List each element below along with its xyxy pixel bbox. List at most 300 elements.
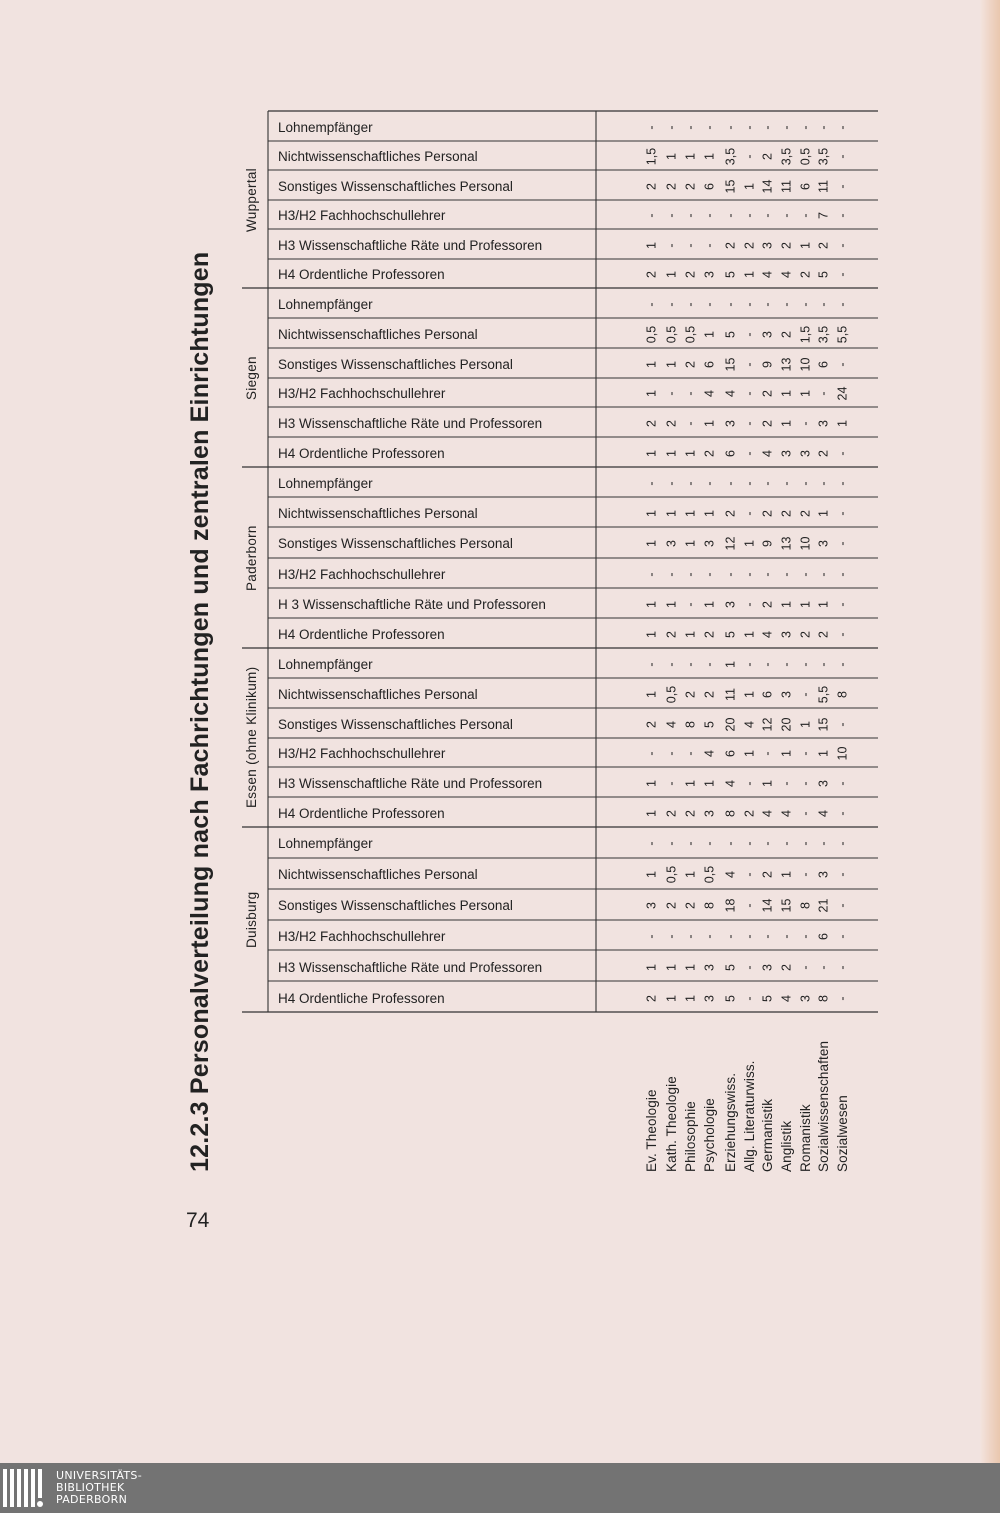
table-cell: 1 [742,631,757,638]
table-cell: - [742,662,757,667]
table-cell: - [779,481,794,486]
table-cell: 4 [779,810,794,817]
table-cell: 2 [779,242,794,249]
table-cell: 1 [779,750,794,757]
table-cell: - [723,481,738,486]
library-logo-bar [38,1469,42,1498]
table-cell: - [816,572,831,577]
table-cell: 4 [779,271,794,278]
library-logo-bar [3,1469,7,1507]
table-cell: 1 [798,601,813,608]
category-label: Lohnempfänger [278,476,373,491]
table-cell: - [760,841,775,846]
category-label: Nichtwissenschaftliches Personal [278,867,478,882]
category-label: Nichtwissenschaftliches Personal [278,687,478,702]
table-cell: - [723,302,738,307]
table-cell: 2 [702,691,717,698]
table-cell: 5,5 [816,685,831,704]
table-cell: - [835,662,850,667]
table-cell: 11 [723,688,738,701]
table-cell: - [742,872,757,877]
category-label: Lohnempfänger [278,836,373,851]
table-cell: - [723,213,738,218]
table-cell: 6 [816,933,831,940]
table-cell: 3 [664,540,679,547]
table-cell: 12 [723,536,738,551]
fachrichtung-label: Romanistik [798,1104,813,1172]
table-cell: 1 [644,780,659,787]
table-cell: 1 [779,601,794,608]
table-cell: - [683,602,698,607]
table-cell: 14 [760,179,775,194]
table-cell: - [723,934,738,939]
category-label: H3 Wissenschaftliche Räte und Professoren [278,238,543,253]
table-cell: 1 [702,601,717,608]
table-cell: 1 [644,871,659,878]
table-cell: 2 [664,420,679,427]
table-cell: - [742,965,757,970]
category-label: H3 Wissenschaftliche Räte und Professoren [278,776,543,791]
category-label: Nichtwissenschaftliches Personal [278,327,478,342]
table-cell: 2 [683,691,698,698]
table-cell: - [702,572,717,577]
table-cell: 3 [779,631,794,638]
table-cell: 3 [779,450,794,457]
table-cell: 3,5 [779,147,794,166]
table-cell: 20 [723,717,738,732]
table-cell: - [742,391,757,396]
table-cell: 10 [798,357,813,372]
table-cell: 1 [816,601,831,608]
table-cell: 5,5 [835,325,850,344]
table-cell: - [664,662,679,667]
table-cell: - [644,751,659,756]
table-cell: - [683,481,698,486]
table-cell: 1 [644,540,659,547]
table-cell: 4 [702,390,717,397]
table-cell: - [702,213,717,218]
table-cell: 3 [798,995,813,1002]
table-cell: - [702,243,717,248]
table-cell: - [742,451,757,456]
table-cell: - [742,362,757,367]
table-cell: - [798,662,813,667]
table-cell: - [835,572,850,577]
table-cell: - [816,481,831,486]
library-name-line: BIBLIOTHEK [56,1481,125,1494]
category-label: Lohnempfänger [278,297,373,312]
table-cell: - [723,572,738,577]
table-cell: 14 [760,898,775,913]
table-cell: 1 [779,390,794,397]
table-cell: 3 [723,420,738,427]
table-cell: 2 [644,183,659,190]
table-cell: 24 [835,386,850,401]
table-cell: 1 [723,661,738,668]
table-cell: - [816,391,831,396]
table-cell: 3 [644,902,659,909]
footer-bar [0,1463,1000,1513]
table-cell: - [779,213,794,218]
institution-label: Essen (ohne Klinikum) [244,666,259,808]
table-cell: 1 [664,964,679,971]
table-cell: 2 [683,271,698,278]
table-cell: 1 [664,153,679,160]
table-cell: - [835,541,850,546]
table-cell: 2 [779,331,794,338]
table-cell: - [835,184,850,189]
table-cell: - [664,934,679,939]
table-cell: - [683,841,698,846]
table-cell: 1 [644,390,659,397]
table-cell: - [835,362,850,367]
table-cell: 10 [798,536,813,551]
table-cell: 1 [798,721,813,728]
table-cell: - [798,841,813,846]
table-cell: 4 [664,721,679,728]
table-cell: - [742,421,757,426]
table-cell: 6 [723,750,738,757]
table-cell: 1 [664,601,679,608]
table-cell: - [683,421,698,426]
table-cell: - [779,781,794,786]
table-cell: 8 [835,691,850,698]
table-cell: 2 [644,721,659,728]
library-logo-bar [31,1469,35,1507]
table-cell: - [835,125,850,130]
library-logo-bar [24,1469,28,1507]
table-cell: - [742,996,757,1001]
table-cell: - [664,125,679,130]
table-cell: 1 [702,420,717,427]
table-cell: 10 [835,746,850,761]
table-cell: 4 [723,780,738,787]
table-cell: - [742,781,757,786]
library-name-line: UNIVERSITÄTS- [56,1469,142,1482]
table-cell: 1 [664,361,679,368]
table-cell: - [835,272,850,277]
table-cell: 2 [683,810,698,817]
table-cell: 0,5 [664,685,679,704]
fachrichtung-label: Philosophie [683,1101,698,1172]
table-cell: - [683,934,698,939]
table-cell: - [835,934,850,939]
category-label: H3/H2 Fachhochschullehrer [278,208,446,223]
fachrichtung-label: Ev. Theologie [644,1089,659,1172]
table-cell: 1 [683,964,698,971]
table-cell: 1 [664,450,679,457]
table-cell: - [760,662,775,667]
table-cell: 4 [816,810,831,817]
table-cell: 1 [683,995,698,1002]
table-cell: 5 [723,331,738,338]
category-label: H4 Ordentliche Professoren [278,446,445,461]
table-cell: 3 [816,871,831,878]
table-cell: 5 [723,964,738,971]
library-name-line: PADERBORN [56,1493,128,1506]
fachrichtung-label: Germanistik [760,1098,775,1172]
table-cell: - [742,213,757,218]
table-cell: 9 [760,361,775,368]
table-cell: - [779,934,794,939]
table-cell: 1 [835,420,850,427]
table-cell: 2 [664,631,679,638]
table-cell: 2 [760,153,775,160]
table-cell: 15 [779,898,794,913]
table-cell: - [835,511,850,516]
fachrichtung-label: Allg. Literaturwiss. [742,1060,757,1172]
table-cell: 2 [683,902,698,909]
table-cell: 3 [702,271,717,278]
table-cell: - [742,602,757,607]
table-cell: 4 [779,995,794,1002]
table-cell: - [835,481,850,486]
table-cell: 2 [760,601,775,608]
category-label: H3/H2 Fachhochschullehrer [278,929,446,944]
table-cell: - [779,572,794,577]
table-cell: 4 [723,390,738,397]
table-cell: - [798,213,813,218]
table-cell: 2 [664,902,679,909]
table-cell: 11 [816,180,831,193]
category-label: H4 Ordentliche Professoren [278,627,445,642]
table-cell: 2 [683,361,698,368]
table-cell: 2 [760,420,775,427]
table-cell: 3 [798,450,813,457]
table-cell: - [798,572,813,577]
table-cell: 2 [683,183,698,190]
table-cell: 1 [760,780,775,787]
table-cell: - [779,302,794,307]
table-cell: 2 [760,390,775,397]
table-cell: - [816,302,831,307]
table-cell: - [835,872,850,877]
table-cell: - [702,934,717,939]
institution-label: Siegen [244,356,259,400]
table-cell: - [798,872,813,877]
table-cell: 21 [816,898,831,913]
table-cell: 2 [816,450,831,457]
table-cell: 2 [816,631,831,638]
table-cell: - [835,903,850,908]
table-cell: - [664,302,679,307]
fachrichtung-label: Anglistik [779,1120,794,1172]
table-cell: 3 [816,780,831,787]
category-label: H4 Ordentliche Professoren [278,991,445,1006]
table-cell: - [683,213,698,218]
table-cell: 3 [760,331,775,338]
table-cell: 2 [816,242,831,249]
table-cell: - [683,125,698,130]
table-cell: 12 [760,717,775,732]
table-cell: - [760,572,775,577]
table-cell: 2 [644,420,659,427]
table-cell: 1,5 [798,325,813,344]
table-cell: - [779,841,794,846]
table-cell: 2 [644,271,659,278]
table-cell: 0,5 [798,147,813,166]
table-cell: - [742,154,757,159]
category-label: H3/H2 Fachhochschullehrer [278,386,446,401]
fachrichtung-label: Sozialwissenschaften [816,1040,831,1172]
table-cell: - [816,125,831,130]
table-cell: - [798,481,813,486]
table-cell: 2 [664,183,679,190]
table-cell: 6 [798,183,813,190]
table-cell: 4 [760,450,775,457]
table-cell: 6 [723,450,738,457]
table-cell: 1 [816,510,831,517]
table-cell: 1 [664,995,679,1002]
institution-label: Paderborn [244,525,259,591]
table-cell: 7 [816,212,831,219]
table-cell: 1 [683,153,698,160]
table-cell: 0,5 [664,865,679,884]
table-cell: 2 [779,964,794,971]
table-cell: 3,5 [816,147,831,166]
table-cell: - [683,302,698,307]
table-cell: 1 [816,750,831,757]
table-cell: - [664,243,679,248]
table-cell: 0,5 [702,865,717,884]
table-cell: - [816,965,831,970]
table-cell: 6 [816,361,831,368]
table-cell: 3,5 [723,147,738,166]
table-cell: - [683,751,698,756]
table-cell: 2 [798,510,813,517]
category-label: H3 Wissenschaftliche Räte und Professoren [278,416,543,431]
table-cell: 1 [742,540,757,547]
table-cell: - [742,511,757,516]
library-logo-bar [10,1469,14,1507]
category-label: Nichtwissenschaftliches Personal [278,506,478,521]
table-cell: 2 [798,631,813,638]
table-cell: - [835,154,850,159]
table-cell: - [816,662,831,667]
table-cell: - [835,451,850,456]
table-cell: 3 [760,242,775,249]
table-cell: - [798,811,813,816]
table-cell: 8 [683,721,698,728]
table-cell: 1 [664,510,679,517]
table-cell: 1 [779,420,794,427]
table-cell: - [798,934,813,939]
table-cell: 3 [816,540,831,547]
table-cell: 9 [760,540,775,547]
table-cell: 4 [742,721,757,728]
table-cell: 5 [723,995,738,1002]
table-cell: 3,5 [816,325,831,344]
table-cell: 0,5 [664,325,679,344]
table-cell: - [683,662,698,667]
table-cell: - [702,841,717,846]
table-cell: - [742,572,757,577]
table-cell: 1 [644,691,659,698]
table-cell: 4 [760,271,775,278]
category-label: Sonstiges Wissenschaftliches Personal [278,898,513,913]
table-cell: 1 [798,242,813,249]
table-cell: - [835,811,850,816]
category-label: Lohnempfänger [278,657,373,672]
table-cell: 13 [779,357,794,372]
category-label: Sonstiges Wissenschaftliches Personal [278,179,513,194]
table-cell: - [779,662,794,667]
table-cell: - [723,125,738,130]
table-cell: 6 [702,361,717,368]
table-cell: 2 [779,510,794,517]
table-cell: - [798,751,813,756]
table-cell: - [816,841,831,846]
table-cell: 1 [644,242,659,249]
table-cell: - [760,125,775,130]
table-cell: - [798,965,813,970]
table-cell: - [835,722,850,727]
page-number: 74 [186,1209,210,1232]
table-cell: 8 [702,902,717,909]
table-cell: 4 [760,810,775,817]
table-cell: 1 [683,871,698,878]
table-cell: - [742,125,757,130]
page-title: 12.2.3 Personalverteilung nach Fachrichtungen und zentralen Einrichtungen [186,251,214,1172]
table-cell: - [644,934,659,939]
table-cell: 1 [702,510,717,517]
table-cell: 8 [723,810,738,817]
table-cell: 5 [760,995,775,1002]
table-cell: - [683,243,698,248]
table-cell: 2 [760,510,775,517]
table-cell: 11 [779,180,794,193]
table-cell: - [644,213,659,218]
table-cell: 1 [644,361,659,368]
table-cell: 2 [702,631,717,638]
table-cell: - [742,903,757,908]
table-cell: - [644,662,659,667]
table-cell: 1 [644,450,659,457]
table-cell: - [723,841,738,846]
table-cell: 20 [779,717,794,732]
table-cell: - [742,934,757,939]
table-cell: 5 [723,271,738,278]
table-cell: - [798,421,813,426]
table-cell: 5 [723,631,738,638]
table-cell: 8 [798,902,813,909]
category-label: Nichtwissenschaftliches Personal [278,149,478,164]
table-cell: 13 [779,536,794,551]
table-cell: - [644,125,659,130]
table-cell: - [779,125,794,130]
table-cell: - [835,302,850,307]
fachrichtung-label: Erziehungswiss. [723,1072,738,1172]
table-cell: 1 [644,631,659,638]
table-cell: - [644,572,659,577]
table-cell: - [702,125,717,130]
category-label: H4 Ordentliche Professoren [278,806,445,821]
table-cell: - [702,302,717,307]
institution-label: Duisburg [244,891,259,948]
institution-label: Wuppertal [244,168,259,232]
table-cell: 6 [702,183,717,190]
table-cell: 1 [683,780,698,787]
category-label: H4 Ordentliche Professoren [278,267,445,282]
table-cell: - [760,481,775,486]
table-cell: 1 [702,331,717,338]
table-cell: 3 [702,964,717,971]
table-cell: - [760,213,775,218]
table-cell: - [760,302,775,307]
table-cell: 1 [683,510,698,517]
table-cell: - [798,692,813,697]
table-cell: 2 [664,810,679,817]
